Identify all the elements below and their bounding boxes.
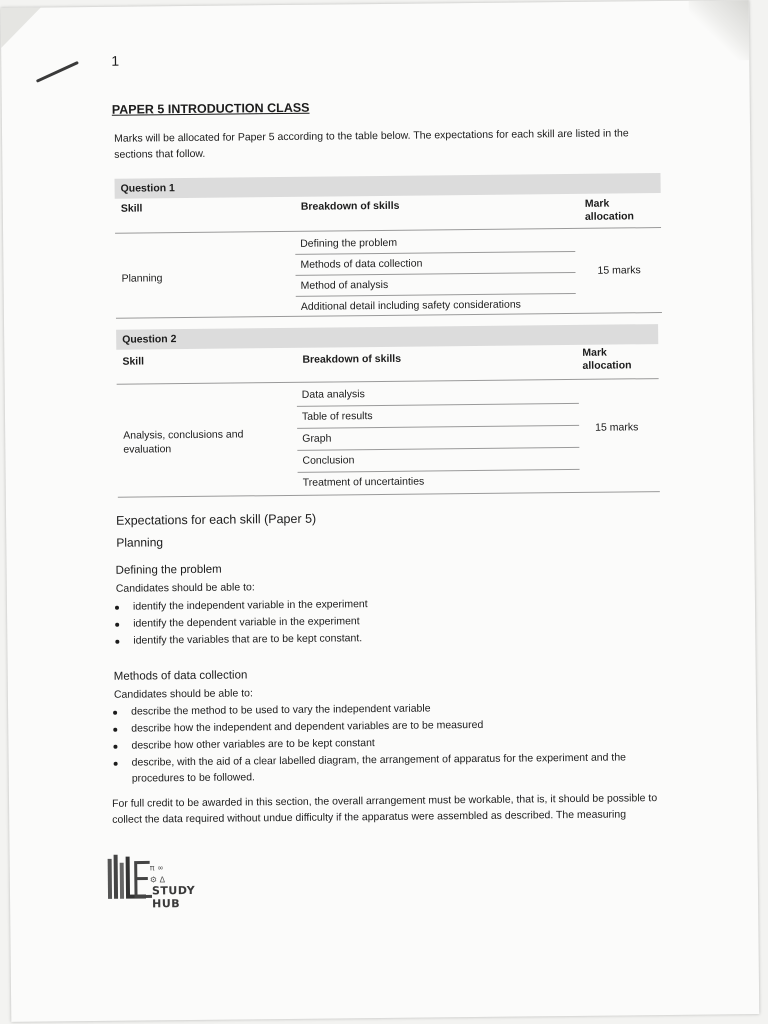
section-lead: Candidates should be able to: <box>115 581 255 595</box>
breakdown-row: Defining the problem <box>295 231 575 255</box>
list-item: describe, with the aid of a clear labelled diagram, the arrangement of apparatus for the experiment and the procedures to be followed. <box>112 749 660 787</box>
breakdown-row: Graph <box>297 426 579 451</box>
table-body <box>115 228 662 319</box>
breakdown-list <box>295 231 576 317</box>
skill-name: Analysis, conclusions and evaluation <box>123 428 244 456</box>
list-item: identify the independent variable in the experiment <box>113 593 653 616</box>
intro-text: Marks will be allocated for Paper 5 according to the table below. The expectations for each skill are listed in the sections that follow. <box>114 127 629 161</box>
expectations-heading: Expectations for each skill (Paper 5) <box>116 511 317 528</box>
bullet-list-defining-problem <box>113 593 654 650</box>
column-header-breakdown: Breakdown of skills <box>302 352 402 366</box>
svg-text:⚙ Δ: ⚙ Δ <box>149 875 166 885</box>
breakdown-row: Additional detail including safety considerations <box>300 298 521 313</box>
page-number: 1 <box>111 52 120 69</box>
logo-text: STUDY HUB <box>151 883 196 911</box>
mark-allocation: 15 marks <box>595 421 639 434</box>
curled-corner <box>689 0 750 61</box>
document-title: PAPER 5 INTRODUCTION CLASS <box>111 100 310 117</box>
section-heading-defining-problem: Defining the problem <box>115 563 222 577</box>
bullet-list-methods <box>111 698 660 787</box>
section-heading-methods: Methods of data collection <box>113 669 248 683</box>
marks-table-question-1 <box>115 173 662 319</box>
list-item: describe the method to be used to vary the independent variable <box>111 698 659 721</box>
folded-corner <box>1 8 41 48</box>
mark-allocation: 15 marks <box>597 264 641 277</box>
breakdown-list <box>297 382 580 494</box>
breakdown-row: Conclusion <box>297 448 579 473</box>
table-column-headers <box>116 344 658 385</box>
table-question-label: Question 1 <box>115 173 661 199</box>
table-column-headers <box>115 193 661 234</box>
pen-mark <box>36 61 79 83</box>
table-question-label: Question 2 <box>116 324 658 350</box>
column-header-skill: Skill <box>120 202 143 215</box>
breakdown-row: Data analysis <box>297 382 579 407</box>
list-item: identify the variables that are to be kept constant. <box>113 627 653 650</box>
list-item: describe how the independent and dependent variables are to be measured <box>111 715 659 738</box>
marks-table-question-2 <box>116 324 660 498</box>
column-header-mark: Mark allocation <box>584 197 635 223</box>
column-header-breakdown: Breakdown of skills <box>300 199 400 213</box>
document-page <box>1 0 760 1022</box>
column-header-mark: Mark allocation <box>582 346 632 372</box>
study-hub-logo <box>106 852 217 911</box>
breakdown-row: Treatment of uncertainties <box>302 475 425 489</box>
list-item: describe how other variables are to be kept constant <box>111 732 659 755</box>
breakdown-row: Method of analysis <box>296 273 576 297</box>
section-lead: Candidates should be able to: <box>113 687 253 701</box>
svg-text:π ∞: π ∞ <box>149 863 164 873</box>
planning-heading: Planning <box>116 535 164 550</box>
closing-paragraph: For full credit to be awarded in this section, the overall arrangement must be workable, that is, it should be possible to collect the data required without undue difficulty if the apparatus were assembled as described. The measuring <box>111 792 658 826</box>
column-header-skill: Skill <box>122 355 145 368</box>
breakdown-row: Methods of data collection <box>295 252 575 276</box>
breakdown-row: Table of results <box>297 404 579 429</box>
list-item: identify the dependent variable in the experiment <box>113 610 653 633</box>
skill-name: Planning <box>121 272 163 285</box>
table-body <box>117 379 660 498</box>
